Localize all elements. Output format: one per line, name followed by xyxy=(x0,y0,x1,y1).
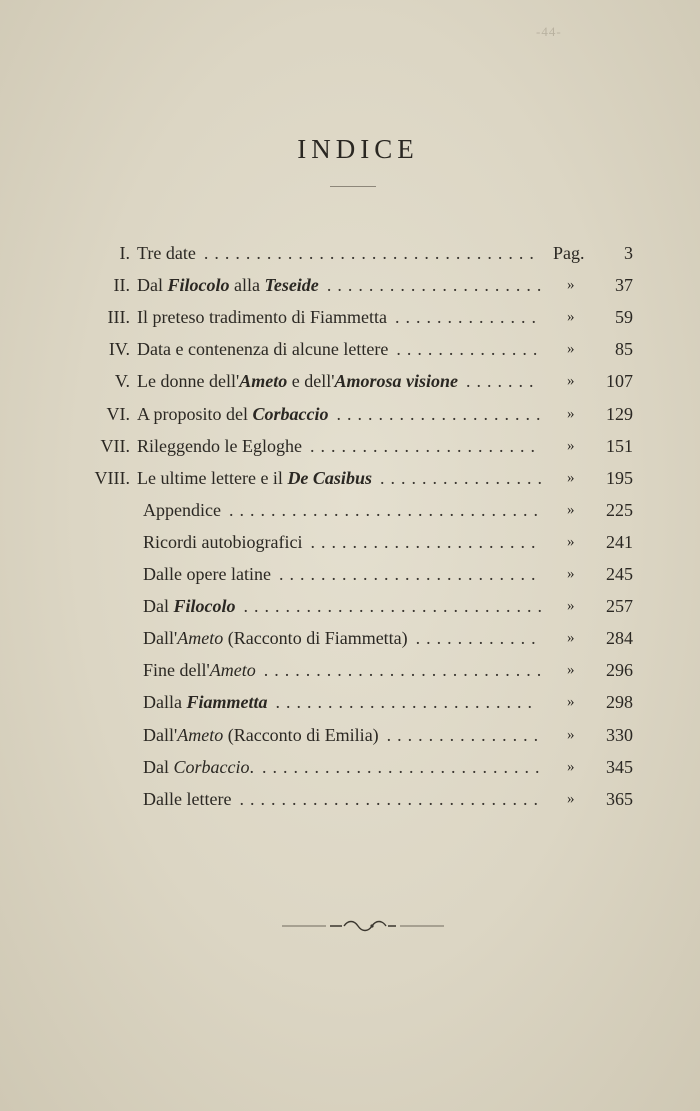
ditto-marker: » xyxy=(567,566,575,582)
page-number: 59 xyxy=(615,307,633,328)
page-number: 284 xyxy=(606,628,633,649)
page-number: 257 xyxy=(606,596,633,617)
entry-title-part: Filocolo xyxy=(167,275,230,296)
entry-title-part: Rileggendo le Egloghe xyxy=(137,435,302,456)
page-abbrev: Pag. xyxy=(553,243,585,263)
entry-title xyxy=(143,527,541,557)
page-number: 245 xyxy=(606,564,633,584)
leader-dots: ...................... xyxy=(310,531,542,552)
entry-title xyxy=(143,687,538,717)
leader-dots: ......................... xyxy=(278,564,542,584)
entry-title xyxy=(137,431,541,461)
entry-title-part: alla xyxy=(229,275,265,296)
toc-entry xyxy=(0,623,700,653)
page-number: 241 xyxy=(606,531,633,552)
toc-entry xyxy=(0,431,700,461)
entry-title xyxy=(143,495,544,525)
entry-title xyxy=(143,591,548,621)
toc-entry xyxy=(0,720,700,750)
toc-entry xyxy=(0,399,700,429)
entry-title xyxy=(137,270,547,300)
ditto-marker: » xyxy=(567,790,575,807)
toc-entry xyxy=(0,687,700,717)
entry-title xyxy=(137,399,547,429)
entry-title-part: (Racconto di Fiammetta) xyxy=(223,628,408,649)
chapter-number: V. xyxy=(114,371,130,392)
leader-dots: ........................... xyxy=(263,660,548,681)
toc-entry xyxy=(0,559,700,589)
ditto-marker: » xyxy=(567,694,575,711)
entry-title xyxy=(143,559,541,589)
entry-title-part: Dal xyxy=(137,275,168,296)
page-number: 345 xyxy=(606,756,633,777)
ditto-marker: » xyxy=(567,405,575,422)
page-title: INDICE xyxy=(297,134,419,164)
ditto-marker: » xyxy=(567,277,575,294)
entry-title-part: Dalle lettere xyxy=(143,788,232,809)
chapter-number: VII. xyxy=(100,435,130,456)
entry-title xyxy=(143,623,542,653)
chapter-number: II. xyxy=(113,275,130,296)
ditto-marker: » xyxy=(567,630,575,647)
leader-dots: ...................... xyxy=(309,435,541,456)
leader-dots: ................................ xyxy=(203,243,540,263)
entry-title-part: Fine dell' xyxy=(143,660,210,681)
entry-title xyxy=(137,238,540,268)
ditto-marker: » xyxy=(567,598,575,615)
entry-title-part: Filocolo xyxy=(173,596,236,617)
ditto-marker: » xyxy=(567,469,575,486)
ditto-marker: » xyxy=(567,373,575,390)
chapter-number: I. xyxy=(119,243,130,263)
leader-dots: .............. xyxy=(396,339,544,360)
page-number: 85 xyxy=(615,339,633,360)
entry-title xyxy=(143,752,546,782)
toc-entry xyxy=(0,752,700,782)
ditto-marker: » xyxy=(567,533,575,550)
entry-title-part: Ameto xyxy=(209,660,256,681)
entry-title-part: Ameto xyxy=(239,371,288,392)
entry-title-part: Corbaccio xyxy=(173,756,250,777)
leader-dots: ..................... xyxy=(326,275,548,296)
leader-dots: ............................. xyxy=(239,788,544,809)
ditto-marker: » xyxy=(567,309,575,326)
title-rule-divider xyxy=(330,186,376,187)
ditto-marker: » xyxy=(567,341,575,358)
entry-title-part: Amorosa visione xyxy=(334,371,458,392)
entry-title-part: Ameto xyxy=(177,724,224,745)
entry-title xyxy=(143,784,544,814)
leader-dots: .................... xyxy=(336,403,547,424)
leader-dots: .............................. xyxy=(228,499,544,520)
toc-entry xyxy=(0,463,700,493)
ditto-marker: » xyxy=(567,437,575,454)
entry-title-part: Corbaccio xyxy=(252,403,329,424)
entry-title-part: Appendice xyxy=(143,499,221,520)
toc-entry xyxy=(0,655,700,685)
page-number: 107 xyxy=(606,371,633,392)
chapter-number: IV. xyxy=(108,339,130,360)
entry-title-part: (Racconto di Emilia) xyxy=(223,724,379,745)
entry-title-part: Ricordi autobiografici xyxy=(143,531,303,552)
page-number: 129 xyxy=(606,403,633,424)
page-number: 3 xyxy=(624,243,633,263)
toc-entry xyxy=(0,784,700,814)
page-number: 37 xyxy=(615,275,633,296)
leader-dots: ............... xyxy=(386,724,545,745)
entry-title-part: Teseide xyxy=(264,275,319,296)
entry-title-part: Il preteso tradimento di Fiammetta xyxy=(137,307,387,328)
toc-entry xyxy=(0,334,700,364)
page-number: 330 xyxy=(606,724,633,745)
toc-entry xyxy=(0,302,700,332)
leader-dots: ....... xyxy=(465,371,540,392)
entry-title-part: Dal xyxy=(143,756,174,777)
leader-dots: ............ xyxy=(415,628,542,649)
chapter-number: VIII. xyxy=(94,467,130,488)
entry-title-part: Dal xyxy=(143,596,174,617)
entry-title-part: Fiammetta xyxy=(186,692,268,713)
entry-title-part: e dell' xyxy=(287,371,335,392)
chapter-number: VI. xyxy=(106,403,130,424)
leader-dots: ............................. xyxy=(243,596,548,617)
chapter-number: III. xyxy=(107,307,130,328)
entry-title-part: Dalla xyxy=(143,692,187,713)
toc-entry xyxy=(0,238,700,268)
page-number: 151 xyxy=(606,435,633,456)
entry-title xyxy=(137,334,543,364)
leader-dots: ......................... xyxy=(275,692,538,713)
page-number: 298 xyxy=(606,692,633,713)
entry-title-part: Dalle opere latine xyxy=(143,564,271,584)
entry-title-part: Le donne dell' xyxy=(137,371,240,392)
entry-title xyxy=(137,302,542,332)
corner-page-mark: -44- xyxy=(536,24,562,39)
entry-title-part: Le ultime lettere e il xyxy=(137,467,288,488)
entry-title-part: A proposito del xyxy=(137,403,253,424)
toc-entry xyxy=(0,591,700,621)
entry-title-part: Dall' xyxy=(143,628,178,649)
entry-title xyxy=(143,655,547,685)
page-number: 365 xyxy=(606,788,633,809)
toc-entry xyxy=(0,366,700,396)
entry-title-part: De Casibus xyxy=(287,467,372,488)
ditto-marker: » xyxy=(567,758,575,775)
toc-entry xyxy=(0,527,700,557)
entry-title xyxy=(143,720,544,750)
entry-title-part: Data e contenenza di alcune lettere xyxy=(137,339,389,360)
page-number: 296 xyxy=(606,660,633,681)
leader-dots: .............. xyxy=(394,307,542,328)
leader-dots: ................ xyxy=(379,467,548,488)
toc-entry xyxy=(0,270,700,300)
ditto-marker: » xyxy=(567,662,575,679)
ditto-marker: » xyxy=(567,726,575,743)
leader-dots: ........................... xyxy=(262,756,546,777)
page-number: 195 xyxy=(606,467,633,488)
entry-title-part: Tre date xyxy=(137,243,196,263)
entry-title xyxy=(137,463,548,493)
entry-title xyxy=(137,366,539,396)
entry-title-part: Dall' xyxy=(143,724,178,745)
entry-title-part: . xyxy=(249,756,254,777)
ditto-marker: » xyxy=(567,501,575,518)
toc-entry xyxy=(0,495,700,525)
entry-title-part: Ameto xyxy=(177,628,224,649)
page-number: 225 xyxy=(606,499,633,520)
footer-ornament-icon xyxy=(282,916,444,936)
